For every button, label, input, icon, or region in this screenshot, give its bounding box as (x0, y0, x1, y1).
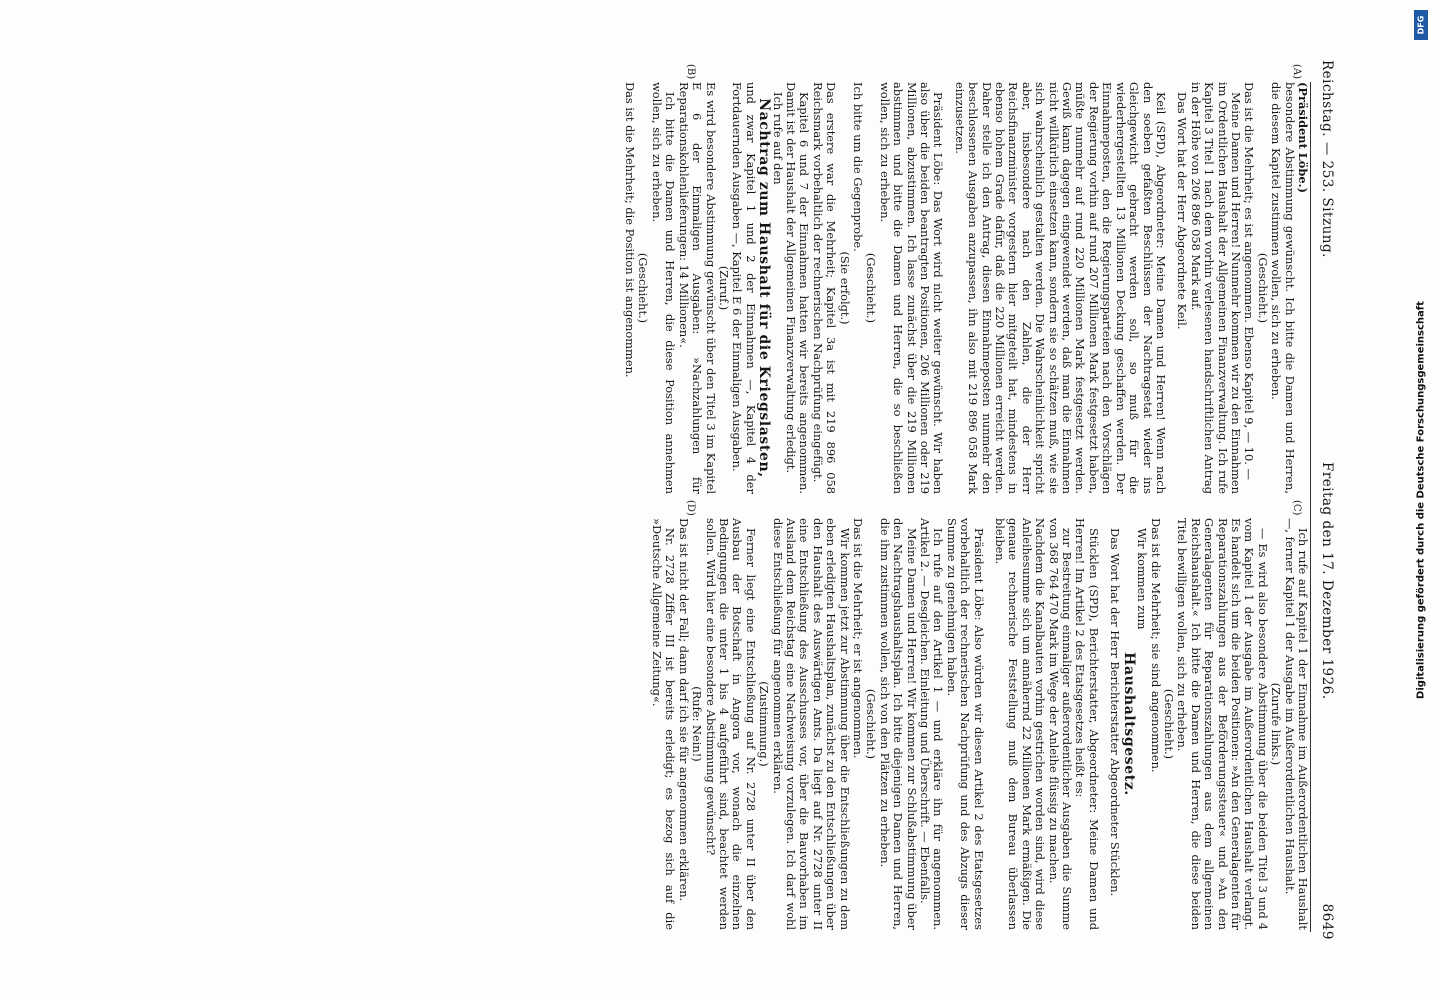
paragraph: Das Wort hat der Herr Berichterstatter Abgeordneter Stücklen. (1108, 528, 1123, 897)
header-date: Freitag den 17. Dezember 1926. (1318, 461, 1335, 700)
paragraph: besondere Abstimmung gewünscht. Ich bitte die Damen und Herren, die diesem Kapitel zustimmen wollen, sich zu erheben. (1269, 82, 1297, 494)
margin-marker-d: (D) (685, 500, 696, 516)
paragraph: (Geschieht.) (636, 252, 651, 324)
paragraph: Nachdem die Kanalbauten vorhin gestrichen worden sind, wird diese Anleihesumme sich um annähernd 22 Millionen Mark ermäßigen. Die genaue rechnerische Feststellung muß dem Bureau überlassen bleiben. (993, 518, 1048, 930)
right-column (650, 518, 1310, 930)
page-number: 8649 (1318, 903, 1335, 940)
paragraph: Das Wort hat der Herr Abgeordnete Keil. (1175, 92, 1190, 330)
paragraph: — Es wird also besondere Abstimmung über die beiden Titel 3 und 4 vom Kapitel 1 der Ausgabe im Außerordentlichen Haushalt verlangt. Es handelt sich um die beiden Positionen: »An den Generalagenten für Reparationszahlungen aus der Beförderungssteuer« und »An den Generalagenten für Reparationszahlungen aus dem allgemeinen Reichshaushalt.« Ich bitte die Damen und Herren, die diese beiden Titel bewilligen wollen, sich zu erheben. (1175, 518, 1270, 930)
paragraph: Keil (SPD), Abgeordneter: Meine Damen und Herren! Wenn nach den soeben gefaßten Beschlüssen der Nachtragsetat wieder ins Gleichgewicht gebracht werden soll, so muß für die wiederhergestellten 13 Millionen Deckung geschaffen werden. Der Einnahmeposten, den die Regierungsparteien nach den Vorschlägen der Regierung vorhin auf rund 207 Millionen Mark festgesetzt haben, müßte nunmehr auf rund 220 Millionen Mark festgesetzt werden. Gewiß kann dagegen eingewendet werden, daß man die Einnahmen nicht willkürlich einsetzen kann, sondern sie so schätzen muß, wie sie sich wahrscheinlich gestalten werden. Die Wahrscheinlichkeit spricht aber, insbesondere nach den Zahlen, die der Herr Reichsfinanzminister vorgestern hier mitgeteilt hat, mindestens in ebenso hohem Grade dafür, daß die 220 Millionen erreicht werden. Daher stelle ich den Antrag, diesen Einnahmeposten nunmehr den beschlossenen Ausgaben anzupassen, ihn also mit 219 896 058 Mark einzusetzen. (952, 82, 1168, 494)
paragraph: Stücklen (SPD), Berichterstatter, Abgeordneter: Meine Damen und Herren! Im Artikel 2 des Etatsgesetzes heißt es: (1073, 518, 1101, 930)
paragraph: Nachtrag zum Haushalt für die Kriegslasten, (756, 98, 773, 478)
paragraph: Ich rufe auf den Artikel 1 — und erkläre ihn für angenommen. Artikel 2. — Desgleichen. Einleitung und Überschrift. — Ebenfalls. (918, 518, 946, 930)
paragraph: und zwar Kapitel 1 und 2 der Einnahmen —, Kapitel 4 der Fortdauernden Ausgaben —, Kapitel E 6 der Einmaligen Ausgaben. (730, 82, 758, 494)
margin-marker-b: (B) (685, 64, 696, 80)
paragraph: Wir kommen jetzt zur Abstimmung über die Entschließungen zu dem eben erledigten Haushaltsplan, zunächst zu den Entschließungen über den Haushalt des Auswärtigen Amts. Da liegt auf Nr. 2728 unter II eine Entschließung des Ausschusses vor, über die Bauvorhaben im Ausland dem Reichstag eine Nachweisung vorzulegen. Ich darf wohl diese Entschließung für angenommen erklären. (770, 518, 852, 930)
paragraph-gap (1100, 518, 1108, 930)
document-page (97, 60, 1337, 940)
dfg-logo: DFG (1414, 10, 1428, 40)
header-left: Reichstag. — 253. Sitzung. (1318, 60, 1335, 258)
margin-marker-a: (A) (1291, 64, 1302, 80)
paragraph: (Zurufe links.) (1269, 682, 1284, 766)
paragraph: (Zuruf.) (716, 265, 731, 311)
paragraph: Präsident Löbe: Das Wort wird nicht weiter gewünscht. Wir haben also über die beiden beantragten Positionen, 206 Millionen oder 219 Millionen, abzustimmen. Ich lasse zunächst über die 219 Millionen abstimmen und bitte die Damen und Herren, die so beschließen wollen, sich zu erheben. (877, 82, 946, 494)
paragraph: Das ist die Mehrheit; er ist angenommen. (851, 518, 865, 759)
paragraph-gap (1167, 82, 1175, 494)
header-rule (1310, 82, 1311, 932)
paragraph: Es wird besondere Abstimmung gewünscht über den Titel 3 im Kapitel E 6 der Einmaligen Ausgaben: »Nachzahlungen für Reparationskohlenlieferungen: 14 Millionen«. (676, 82, 718, 494)
paragraph: Das erstere war die Mehrheit; Kapitel 3a ist mit 219 896 058 Reichsmark vorbehaltlich der rechnerischen Nachprüfung eingefügt. (810, 82, 839, 494)
margin-marker-c: (C) (1291, 500, 1302, 516)
paragraph: (Rufe: Nein!) (690, 686, 705, 762)
paragraph: (Geschieht.) (1255, 252, 1270, 324)
paragraph: Meine Damen und Herren! Nunmehr kommen wir zu den Einnahmen im Ordentlichen Haushalt der Allgemeinen Finanzverwaltung. Ich rufe Kapitel 3 Titel 1 nach dem vorhin verlesenen handschriftlichen Antrag in der Höhe von 206 896 058 Mark auf. (1188, 82, 1243, 494)
paragraph: Das ist nicht der Fall; dann darf ich sie für angenommen erklären. (676, 518, 691, 902)
paragraph: Das ist die Mehrheit; es ist angenommen. Ebenso Kapitel 9, — 10. — (1242, 82, 1257, 480)
watermark-text: Digitalisierung gefördert durch die Deutsche Forschungsgemeinschaft (1415, 301, 1427, 699)
paragraph: zur Bestreitung einmaliger außerordentlicher Ausgaben die Summe von 368 764 470 Mark im Wege der Anleihe flüssig zu machen. (1046, 518, 1075, 930)
paragraph-gap (985, 518, 993, 930)
paragraph: Wir kommen zum (1135, 528, 1150, 630)
paragraph: Kapitel 6 und 7 der Einnahmen hatten wir bereits angenommen. Damit ist der Haushalt der Allgemeinen Finanzverwaltung erledigt. (783, 82, 812, 494)
left-column (623, 82, 1309, 494)
paragraph: Präsident Löbe: Also würden wir diesen Artikel 2 des Etatsgesetzes vorbehaltlich der rechnerischen Nachprüfung und des Abzugs dieser Summe zu genehmigen haben. (944, 518, 986, 930)
paragraph: (Präsident Löbe.) (1296, 82, 1310, 193)
paragraph: (Geschieht.) (864, 252, 879, 324)
paragraph: Haushaltsgesetz. (1120, 652, 1137, 796)
paragraph: (Geschieht.) (1161, 688, 1176, 760)
paragraph: Ich rufe auf Kapitel 1 der Einnahme im Außerordentlichen Haushalt —, ferner Kapitel 1 der Ausgabe im Außerordentlichen Haushalt. (1282, 518, 1310, 930)
paragraph: Nr. 2728 Ziffer III ist bereits erledigt; es bezog sich auf die »Deutsche Allgemeine Zeitung«. (649, 518, 678, 930)
page-header (1315, 60, 1337, 940)
paragraph: Ich bitte die Damen und Herren, die diese Position annehmen wollen, sich zu erheben. (649, 82, 678, 494)
paragraph: Ich bitte um die Gegenprobe. (851, 82, 865, 252)
paragraph: Das ist die Mehrheit; sie sind angenommen. (1148, 518, 1163, 773)
paragraph: Das ist die Mehrheit; die Position ist angenommen. (623, 82, 638, 378)
dfg-watermark (1414, 10, 1428, 990)
paragraph: Ferner liegt eine Entschließung auf Nr. 2728 unter II über den Ausbau der Botschaft in Angora vor, wonach die einzelnen Bedingungen die unter 1 bis 4 aufgeführt sind, beachtet werden sollen. Wird hier eine besondere Abstimmung gewünscht? (703, 518, 758, 930)
paragraph: Ich rufe auf den (770, 92, 785, 185)
paragraph: Meine Damen und Herren! Wir kommen zur Schlußabstimmung über den Nachtragshaushaltsplan. Ich bitte diejenigen Damen und Herren, die ihm zustimmen wollen, sich von den Plätzen zu erheben. (877, 518, 919, 930)
paragraph: (Geschieht.) (864, 688, 879, 760)
paragraph-gap (944, 82, 952, 494)
paragraph: (Zustimmung.) (757, 681, 772, 767)
paragraph: (Sie erfolgt.) (837, 251, 852, 325)
